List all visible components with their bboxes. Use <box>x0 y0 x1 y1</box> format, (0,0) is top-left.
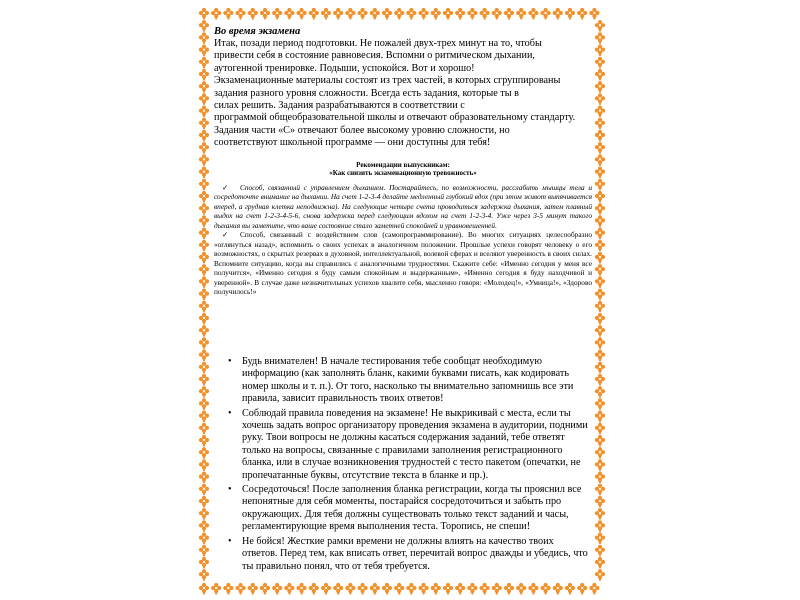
border-ornament-icon <box>419 8 429 20</box>
exam-rules-list <box>228 356 588 575</box>
border-ornament-icon <box>595 93 605 105</box>
border-ornament-icon <box>595 20 605 32</box>
recommendations-title <box>214 161 592 178</box>
intro-line: Итак, позади период подготовки. Не пожалей двух-трех минут на то, чтобы <box>214 38 542 49</box>
list-item <box>228 356 588 406</box>
border-ornament-icon <box>382 583 392 595</box>
border-ornament-icon <box>199 69 209 81</box>
border-ornament-icon <box>382 8 392 20</box>
border-ornament-icon <box>595 423 605 435</box>
border-ornament-icon <box>595 545 605 557</box>
border-ornament-icon <box>589 583 599 595</box>
border-ornament-icon <box>248 583 258 595</box>
border-ornament-icon <box>553 583 563 595</box>
border-ornament-icon <box>199 583 209 595</box>
rule-text: Сосредоточься! После заполнения бланка регистрации, когда ты прояснил все непонятные для себя моменты, постарайся сосредоточиться и забыть про окружающих. Для тебя должны существовать только текст заданий и часы, регламентирующие время выполнения теста. Торопись, не спеши! <box>242 484 582 533</box>
border-ornament-icon <box>595 508 605 520</box>
border-ornament-icon <box>199 301 209 313</box>
intro-line: Задания части «С» отвечают более высокому уровню сложности, но <box>214 124 510 136</box>
border-ornament-icon <box>467 8 477 20</box>
border-ornament-icon <box>595 118 605 130</box>
list-item <box>228 408 588 482</box>
intro-line: силах решить. Задания разрабатываются в соответствии с <box>214 100 465 112</box>
recommendations-title-line: Рекомендации выпускникам: <box>356 160 450 169</box>
border-ornament-icon <box>199 179 209 191</box>
border-ornament-icon <box>394 583 404 595</box>
intro-line: Экзаменационные материалы состоят из трех частей, в которых сгруппированы <box>214 75 561 87</box>
border-ornament-icon <box>199 276 209 288</box>
border-ornament-icon <box>211 583 221 595</box>
border-ornament-icon <box>541 8 551 20</box>
border-ornament-icon <box>199 435 209 447</box>
border-ornament-icon <box>309 583 319 595</box>
border-ornament-icon <box>309 8 319 20</box>
border-ornament-icon <box>595 459 605 471</box>
border-ornament-icon <box>272 8 282 20</box>
border-ornament-icon <box>199 362 209 374</box>
border-ornament-icon <box>595 533 605 545</box>
border-ornament-icon <box>199 313 209 325</box>
border-ornament-icon <box>223 8 233 20</box>
border-ornament-icon <box>595 557 605 569</box>
border-ornament-icon <box>358 8 368 20</box>
intro-line: программой общеобразовательной школы и отвечают образовательному стандарту. <box>214 112 576 124</box>
border-ornament-icon <box>595 81 605 93</box>
border-ornament-icon <box>236 8 246 20</box>
border-ornament-icon <box>199 240 209 252</box>
border-ornament-icon <box>595 313 605 325</box>
rule-text: Не бойся! Жесткие рамки времени не должны влиять на качество твоих ответов. Перед тем, как вписать ответ, перечитай вопрос дважды и убедись, что ты правильно понял, что от тебя требуется. <box>242 535 588 572</box>
border-ornament-icon <box>595 32 605 44</box>
border-ornament-icon <box>443 583 453 595</box>
border-ornament-icon <box>595 484 605 496</box>
border-ornament-icon <box>480 583 490 595</box>
border-ornament-icon <box>406 583 416 595</box>
border-ornament-icon <box>419 583 429 595</box>
border-ornament-icon <box>236 583 246 595</box>
border-ornament-icon <box>595 569 605 581</box>
border-ornament-icon <box>199 142 209 154</box>
border-ornament-icon <box>199 45 209 57</box>
border-ornament-icon <box>595 435 605 447</box>
border-ornament-icon <box>553 8 563 20</box>
border-ornament-icon <box>455 8 465 20</box>
border-ornament-icon <box>516 583 526 595</box>
border-ornament-icon <box>595 447 605 459</box>
border-ornament-icon <box>595 130 605 142</box>
border-ornament-icon <box>394 8 404 20</box>
border-ornament-icon <box>595 496 605 508</box>
border-ornament-icon <box>595 276 605 288</box>
border-ornament-icon <box>595 167 605 179</box>
border-ornament-icon <box>199 228 209 240</box>
border-ornament-icon <box>528 583 538 595</box>
border-ornament-icon <box>595 57 605 69</box>
border-ornament-icon <box>431 8 441 20</box>
border-ornament-icon <box>595 520 605 532</box>
border-ornament-icon <box>589 8 599 20</box>
border-ornament-icon <box>595 69 605 81</box>
words-tip-text: Способ, связанный с воздействием слов (самопрограммирование). Во многих ситуациях целесообразно «оглянуться назад», вспомнить о своих успехах в аналогичном положении. Прошлые успехи говорят человеку о его возможностях, о скрытых резервах в духовной, интеллектуальной, волевой сферах и вселяют уверенность в своих силах. Вспомните ситуацию, когда вы справились с аналогичными трудностями. Скажите себе: «Именно сегодня у меня все получится», «Именно сегодня я буду самым спокойным и выдержанным», «Именно сегодня я буду находчивой и уверенной». В случае даже незначительных успехов хвалите себя, мысленно говоря: «Молодец!», «Умница!», «Здорово получилось!» <box>214 230 592 297</box>
border-ornament-icon <box>199 423 209 435</box>
border-ornament-icon <box>467 583 477 595</box>
checkmark-icon: ✓ <box>222 230 229 240</box>
border-ornament-icon <box>595 203 605 215</box>
border-ornament-icon <box>443 8 453 20</box>
border-ornament-icon <box>345 8 355 20</box>
border-ornament-icon <box>199 569 209 581</box>
border-ornament-icon <box>577 8 587 20</box>
border-ornament-icon <box>199 154 209 166</box>
breathing-tip-text: Способ, связанный с управлением дыханием. Постарайтесь, по возможности, расслабить мышцы тела и сосредоточте внимание на дыхании. На счет 1-2-3-4 делайте медленный глубокий вдох (при этом живот выпячивается вперед, а грудная клетка неподвижна). На следующие четыре счета проводиться задержка дыхания, затем плавный выдох на счет 1-2-3-4-5-6, снова задержка перед следующим вдохом на счет 1-2-3-4. Уже через 3-5 минут такого дыхания вы заметите, что ваше состояние стало заметней спокойней и уравновешенней. <box>214 182 592 230</box>
rule-text: Соблюдай правила поведения на экзамене! Не выкрикивай с места, если ты хочешь задать вопрос организатору проведения экзамена в аудитории, подними руку. Твои вопросы не должны касаться содержания заданий, тебе ответят только на вопросы, связанные с правилами заполнения регистрационного бланка, или в случае возникновения трудностей с тесто пакетом (опечатки, не пропечатанные буквы, отсутствие текста в бланке и пр.). <box>242 407 588 481</box>
border-ornament-icon <box>248 8 258 20</box>
border-ornament-icon <box>199 520 209 532</box>
border-ornament-icon <box>199 350 209 362</box>
border-ornament-icon <box>595 386 605 398</box>
border-ornament-icon <box>199 459 209 471</box>
border-ornament-icon <box>199 252 209 264</box>
border-ornament-icon <box>199 264 209 276</box>
border-ornament-icon <box>199 8 209 20</box>
border-ornament-icon <box>199 130 209 142</box>
border-ornament-icon <box>272 583 282 595</box>
border-ornament-icon <box>595 325 605 337</box>
border-ornament-icon <box>406 8 416 20</box>
border-ornament-icon <box>199 325 209 337</box>
border-ornament-icon <box>297 583 307 595</box>
border-ornament-icon <box>504 583 514 595</box>
border-ornament-icon <box>260 583 270 595</box>
border-ornament-icon <box>284 583 294 595</box>
border-ornament-icon <box>541 583 551 595</box>
border-ornament-icon <box>595 191 605 203</box>
border-ornament-icon <box>321 8 331 20</box>
section-heading: Во время экзамена <box>214 26 301 37</box>
border-ornament-icon <box>199 118 209 130</box>
border-ornament-icon <box>297 8 307 20</box>
border-ornament-icon <box>595 337 605 349</box>
intro-line: соответствуют школьной программе — они доступны для тебя! <box>214 137 491 149</box>
border-ornament-icon <box>595 398 605 410</box>
border-ornament-icon <box>199 106 209 118</box>
border-ornament-icon <box>595 142 605 154</box>
border-ornament-icon <box>199 32 209 44</box>
border-ornament-icon <box>480 8 490 20</box>
border-ornament-icon <box>370 8 380 20</box>
border-ornament-icon <box>333 583 343 595</box>
border-ornament-icon <box>595 106 605 118</box>
border-ornament-icon <box>199 167 209 179</box>
border-ornament-icon <box>595 240 605 252</box>
bullet-icon: • <box>228 407 232 419</box>
checkmark-icon: ✓ <box>222 182 229 192</box>
border-ornament-icon <box>595 154 605 166</box>
intro-line: задания разного уровня сложности. Всегда есть задания, которые ты в <box>214 87 519 99</box>
rule-text: Будь внимателен! В начале тестирования тебе сообщат необходимую информацию (как заполнять бланк, какими буквами писать, как кодировать номер школы и т. п.). От того, насколько ты внимательно запомнишь все эти правила, зависит правильность твоих ответов! <box>242 356 574 405</box>
recommendations-subtitle: «Как снизить экзаменационную тревожность» <box>329 169 477 178</box>
border-ornament-icon <box>528 8 538 20</box>
border-ornament-icon <box>199 215 209 227</box>
border-ornament-icon <box>595 411 605 423</box>
border-ornament-icon <box>199 472 209 484</box>
border-ornament-icon <box>595 374 605 386</box>
border-ornament-icon <box>199 484 209 496</box>
border-ornament-icon <box>199 447 209 459</box>
border-ornament-icon <box>595 45 605 57</box>
border-ornament-icon <box>199 386 209 398</box>
intro-line: привести себя в состояние равновесия. Вспомни о ритмическом дыхании, <box>214 50 535 62</box>
border-ornament-icon <box>504 8 514 20</box>
border-ornament-icon <box>199 557 209 569</box>
border-ornament-icon <box>260 8 270 20</box>
border-ornament-icon <box>199 93 209 105</box>
border-ornament-icon <box>431 583 441 595</box>
border-ornament-icon <box>358 583 368 595</box>
bullet-icon: • <box>228 535 232 547</box>
border-ornament-icon <box>595 472 605 484</box>
border-ornament-icon <box>199 20 209 32</box>
border-ornament-icon <box>211 8 221 20</box>
border-ornament-icon <box>321 583 331 595</box>
border-ornament-icon <box>333 8 343 20</box>
list-item <box>228 484 588 534</box>
document-page <box>214 26 592 576</box>
border-ornament-icon <box>199 545 209 557</box>
border-ornament-icon <box>199 398 209 410</box>
border-ornament-icon <box>199 411 209 423</box>
border-ornament-icon <box>199 191 209 203</box>
intro-line: аутогенной тренировке. Подыши, успокойся. Вот и хорошо! <box>214 62 475 74</box>
words-tip <box>214 230 592 297</box>
border-ornament-icon <box>595 228 605 240</box>
border-ornament-icon <box>595 362 605 374</box>
border-ornament-icon <box>595 301 605 313</box>
border-ornament-icon <box>595 289 605 301</box>
border-ornament-icon <box>595 179 605 191</box>
border-ornament-icon <box>199 81 209 93</box>
border-ornament-icon <box>284 8 294 20</box>
border-ornament-icon <box>516 8 526 20</box>
bullet-icon: • <box>228 356 232 367</box>
border-ornament-icon <box>595 215 605 227</box>
border-ornament-icon <box>565 583 575 595</box>
border-ornament-icon <box>199 508 209 520</box>
border-ornament-icon <box>595 350 605 362</box>
border-ornament-icon <box>199 374 209 386</box>
border-ornament-icon <box>199 203 209 215</box>
border-ornament-icon <box>199 57 209 69</box>
border-ornament-icon <box>199 289 209 301</box>
border-ornament-icon <box>199 533 209 545</box>
border-ornament-icon <box>492 583 502 595</box>
border-ornament-icon <box>565 8 575 20</box>
breathing-tip <box>214 183 592 231</box>
border-ornament-icon <box>455 583 465 595</box>
border-ornament-icon <box>370 583 380 595</box>
border-ornament-icon <box>223 583 233 595</box>
border-ornament-icon <box>595 264 605 276</box>
border-ornament-icon <box>199 337 209 349</box>
border-ornament-icon <box>199 496 209 508</box>
bullet-icon: • <box>228 484 232 496</box>
border-ornament-icon <box>577 583 587 595</box>
border-ornament-icon <box>492 8 502 20</box>
border-ornament-icon <box>345 583 355 595</box>
intro-paragraph <box>214 38 592 150</box>
border-ornament-icon <box>595 252 605 264</box>
list-item <box>228 536 588 573</box>
